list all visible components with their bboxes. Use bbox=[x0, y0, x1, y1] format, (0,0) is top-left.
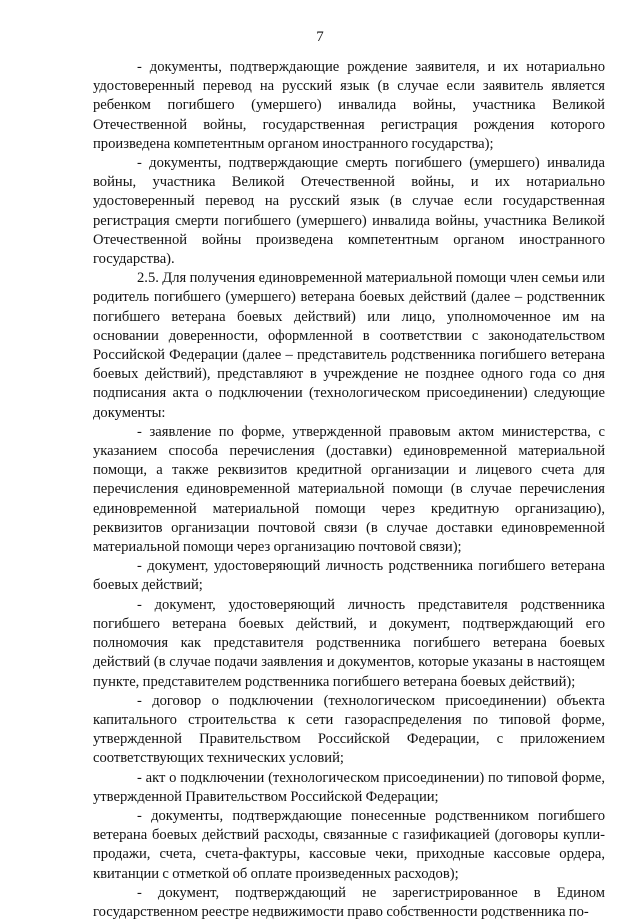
paragraph-death-documents: - документы, подтверждающие смерть погибшего (умершего) инвалида войны, участника Великой Отечественной войны, и их нотариально удостоверенный перевод на русский язык (в случае если государственная регистрация смерти погибшего (умершего) инвалида войны, участника Великой Отечественной войны произведена компетентным органом иностранного государства). bbox=[93, 155, 605, 268]
paragraph-property-rights: - документ, подтверждающий не зарегистрированное в Едином государственном реестре недвижимости право собственности родственника по- bbox=[93, 884, 605, 920]
paragraph-representative-identity: - документ, удостоверяющий личность представителя родственника погибшего ветерана боевых действий, и документ, подтверждающий его полномочия как представителя родственника погибшего ветерана боевых действий (в случае подачи заявления и документов, которые указаны в настоящем пункте, представителем родственника погибшего ветерана боевых действий); bbox=[93, 596, 605, 690]
paragraph-birth-documents: - документы, подтверждающие рождение заявителя, и их нотариально удостоверенный перевод на русский язык (в случае если заявитель является ребенком погибшего (умершего) инвалида войны, участника Великой Отечественной войны, государственная регистрация рождения которого произведена компетентным органом иностранного государства); bbox=[93, 59, 605, 152]
paragraph-connection-act: - акт о подключении (технологическом присоединении) по типовой форме, утвержденной Правительством Российской Федерации; bbox=[93, 769, 605, 805]
paragraph-relative-identity: - документ, удостоверяющий личность родственника погибшего ветерана боевых действий; bbox=[93, 558, 605, 594]
document-body bbox=[93, 58, 605, 922]
paragraph-application-form: - заявление по форме, утвержденной правовым актом министерства, с указанием способа перечисления (доставки) единовременной материальной помощи, а также реквизитов кредитной организации и лицевого счета для перечисления единовременной материальной помощи (в случае перечисления единовременной материальной помощи через кредитную организацию), реквизитов организации почтовой связи (в случае доставки единовременной материальной помощи через организацию почтовой связи); bbox=[93, 423, 605, 556]
paragraph-section-2-5: 2.5. Для получения единовременной материальной помощи член семьи или родитель погибшего (умершего) ветерана боевых действий (далее – родственник погибшего ветерана боевых действий) или лицо, уполномоченное им на основании доверенности, оформленной в соответствии с законодательством Российской Федерации (далее – представитель родственника погибшего ветерана боевых действий), представляют в учреждение не позднее одного года со дня подписания акта о подключении (технологическом присоединении) следующие документы: bbox=[93, 270, 605, 421]
paragraph-connection-contract: - договор о подключении (технологическом присоединении) объекта капитального строительства к сети газораспределения по типовой форме, утвержденной Правительством Российской Федерации, с приложением соответствующих технических условий; bbox=[93, 692, 605, 767]
paragraph-expense-documents: - документы, подтверждающие понесенные родственником погибшего ветерана боевых действий расходы, связанные с газификацией (договоры купли-продажи, счета, счета-фактуры, кассовые чеки, приходные кассовые ордера, квитанции с отметкой об оплате произведенных расходов); bbox=[93, 807, 605, 882]
page-number: 7 bbox=[316, 29, 324, 45]
